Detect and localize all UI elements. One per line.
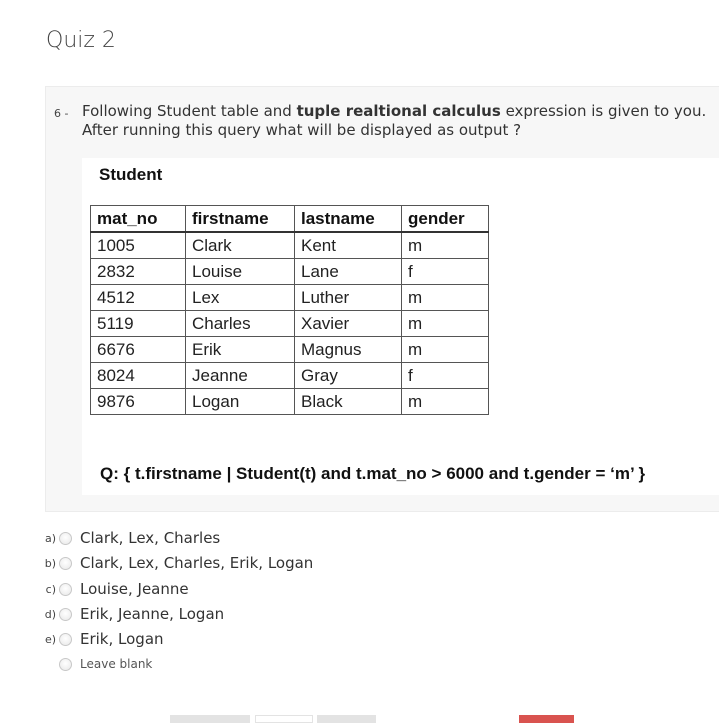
- table-row: [91, 232, 489, 259]
- table-header-row: [91, 206, 489, 233]
- table-cell: f: [402, 363, 489, 389]
- table-cell: Louise: [186, 259, 295, 285]
- table-cell: Logan: [186, 389, 295, 415]
- radio-button[interactable]: [59, 633, 72, 646]
- table-row: [91, 311, 489, 337]
- option-letter: e): [44, 632, 56, 646]
- table-cell: Kent: [295, 232, 402, 259]
- table-cell: m: [402, 285, 489, 311]
- table-cell: 8024: [91, 363, 186, 389]
- table-cell: 1005: [91, 232, 186, 259]
- question-text-part2: expression is given to you.: [500, 102, 707, 120]
- table-cell: Magnus: [295, 337, 402, 363]
- option-label[interactable]: Leave blank: [80, 657, 153, 671]
- table-header-cell: gender: [402, 206, 489, 233]
- query-expression: Q: { t.firstname | Student(t) and t.mat_no > 6000 and t.gender = ‘m’ }: [100, 464, 646, 483]
- option-e[interactable]: [40, 629, 164, 649]
- table-row: [91, 337, 489, 363]
- table-cell: Xavier: [295, 311, 402, 337]
- option-c[interactable]: [40, 579, 189, 599]
- option-label[interactable]: Erik, Jeanne, Logan: [80, 605, 225, 623]
- option-label[interactable]: Louise, Jeanne: [80, 580, 189, 598]
- radio-button[interactable]: [59, 557, 72, 570]
- option-letter: b): [44, 556, 56, 570]
- nav-button-previous[interactable]: [170, 715, 250, 723]
- table-cell: m: [402, 311, 489, 337]
- table-cell: Lane: [295, 259, 402, 285]
- page-title: Quiz 2: [46, 28, 116, 53]
- table-cell: Charles: [186, 311, 295, 337]
- question-text-line2: After running this query what will be displayed as output ?: [82, 121, 522, 139]
- option-b[interactable]: [40, 553, 313, 573]
- nav-button-next[interactable]: [317, 715, 376, 723]
- table-header-cell: mat_no: [91, 206, 186, 233]
- table-cell: Black: [295, 389, 402, 415]
- radio-button[interactable]: [59, 608, 72, 621]
- table-header-cell: firstname: [186, 206, 295, 233]
- option-a[interactable]: [40, 528, 220, 548]
- nav-button-submit[interactable]: [519, 715, 574, 723]
- table-cell: Jeanne: [186, 363, 295, 389]
- radio-button[interactable]: [59, 583, 72, 596]
- table-cell: Luther: [295, 285, 402, 311]
- table-row: [91, 285, 489, 311]
- question-text-bold: tuple realtional calculus: [296, 102, 501, 120]
- table-cell: m: [402, 232, 489, 259]
- table-row: [91, 363, 489, 389]
- table-row: [91, 389, 489, 415]
- table-cell: 4512: [91, 285, 186, 311]
- option-letter: c): [45, 582, 56, 596]
- table-cell: 9876: [91, 389, 186, 415]
- question-text: [82, 102, 712, 140]
- table-cell: Lex: [186, 285, 295, 311]
- option-d[interactable]: [40, 604, 224, 624]
- question-number: 6 -: [54, 107, 69, 120]
- table-cell: f: [402, 259, 489, 285]
- option-label[interactable]: Erik, Logan: [80, 630, 164, 648]
- table-cell: 5119: [91, 311, 186, 337]
- option-label[interactable]: Clark, Lex, Charles: [80, 529, 221, 547]
- option-letter: a): [44, 531, 56, 545]
- question-text-part1: Following Student table and: [82, 102, 297, 120]
- table-header-cell: lastname: [295, 206, 402, 233]
- student-table: [90, 205, 489, 415]
- nav-button-page[interactable]: [255, 715, 313, 723]
- table-cell: Clark: [186, 232, 295, 259]
- table-cell: m: [402, 337, 489, 363]
- table-cell: Erik: [186, 337, 295, 363]
- table-cell: 6676: [91, 337, 186, 363]
- table-cell: Gray: [295, 363, 402, 389]
- table-title: Student: [99, 165, 163, 184]
- table-cell: 2832: [91, 259, 186, 285]
- option-label[interactable]: Clark, Lex, Charles, Erik, Logan: [80, 554, 314, 572]
- option-letter: d): [44, 607, 56, 621]
- table-cell: m: [402, 389, 489, 415]
- radio-button[interactable]: [59, 532, 72, 545]
- option-leave-blank[interactable]: [40, 654, 152, 674]
- radio-button[interactable]: [59, 658, 72, 671]
- table-row: [91, 259, 489, 285]
